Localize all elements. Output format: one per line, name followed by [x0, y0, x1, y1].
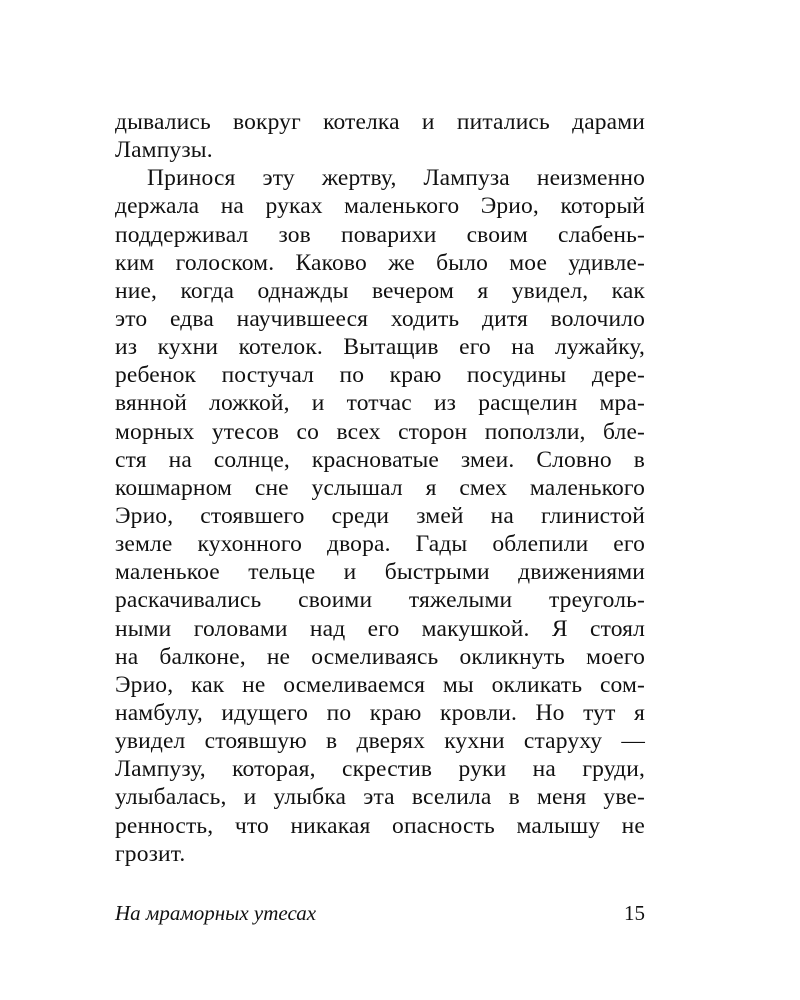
text-line: ким голоском. Каково же было мое удивле-	[115, 249, 645, 276]
text-line: вянной ложкой, и тотчас из расщелин мра-	[115, 390, 645, 417]
text-line: поддерживал зов поварихи своим слабень-	[115, 221, 645, 248]
text-line: Эрио, как не осмеливаемся мы окликать сом-	[115, 671, 645, 698]
text-line: улыбалась, и улыбка эта вселила в меня уве-	[115, 784, 645, 811]
text-line: Лампузы.	[115, 137, 213, 164]
page-footer	[115, 898, 645, 928]
text-line: увидел стоявшую в дверях кухни старуху —	[115, 728, 645, 755]
body-text	[115, 108, 645, 868]
text-line: стя на солнце, красноватые змеи. Словно в	[115, 446, 645, 473]
text-line: ными головами над его макушкой. Я стоял	[115, 615, 645, 642]
text-line: это едва научившееся ходить дитя волочило	[115, 305, 645, 332]
text-line: на балконе, не осмеливаясь окликнуть моего	[115, 643, 645, 670]
text-line: из кухни котелок. Вытащив его на лужайку,	[115, 334, 645, 361]
page-number: 15	[624, 901, 645, 925]
text-line: Принося эту жертву, Лампуза неизменно	[147, 165, 645, 192]
text-line: дывались вокруг котелка и питались дарами	[115, 109, 645, 135]
text-line: ренность, что никакая опасность малышу не	[115, 812, 645, 839]
text-line: Лампузу, которая, скрестив руки на груди,	[115, 756, 645, 783]
text-line: маленькое тельце и быстрыми движениями	[115, 559, 645, 586]
text-line: грозит.	[115, 840, 186, 867]
text-line: держала на руках маленького Эрио, который	[115, 193, 645, 220]
text-line: намбулу, идущего по краю кровли. Но тут я	[115, 699, 645, 726]
text-line: земле кухонного двора. Гады облепили его	[115, 531, 645, 558]
text-line: ние, когда однажды вечером я увидел, как	[115, 277, 645, 304]
text-line: морных утесов со всех сторон поползли, бле-	[115, 418, 645, 445]
text-line: кошмарном сне услышал я смех маленького	[115, 474, 645, 501]
running-title: На мраморных утесах	[115, 901, 317, 925]
text-line: раскачивались своими тяжелыми треуголь-	[115, 587, 645, 614]
text-line: ребенок постучал по краю посудины дере-	[115, 362, 645, 389]
text-line: Эрио, стоявшего среди змей на глинистой	[115, 502, 645, 529]
